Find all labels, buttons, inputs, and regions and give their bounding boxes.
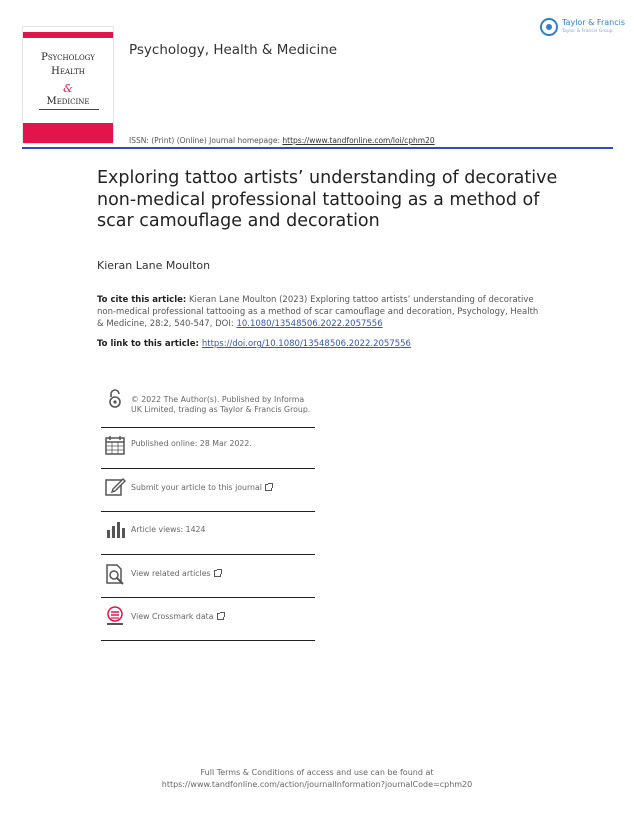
issn-label: ISSN: (Print) (Online) Journal homepage: xyxy=(129,136,283,145)
footer-terms-link[interactable]: https://www.tandfonline.com/action/journalInformation?journalCode=cphm20 xyxy=(161,780,473,789)
footer-line1: Full Terms & Conditions of access and use can be found at xyxy=(200,768,434,777)
related-articles-text: View related articles xyxy=(131,569,211,578)
related-articles-link[interactable] xyxy=(131,569,221,579)
submit-article-link[interactable] xyxy=(131,483,272,493)
crossmark-icon xyxy=(104,605,126,627)
citation-block xyxy=(97,294,547,331)
journal-name: Psychology, Health & Medicine xyxy=(129,42,338,58)
license-text: © 2022 The Author(s). Published by Informa UK Limited, trading as Taylor & Francis Group. xyxy=(131,395,311,414)
article-author: Kieran Lane Moulton xyxy=(97,259,211,272)
article-link-row xyxy=(97,339,411,349)
external-link-icon xyxy=(217,613,224,620)
cover-title-amp: & xyxy=(63,82,73,95)
citation-text: Kieran Lane Moulton (2023) Exploring tattoo artists’ understanding of decorative non-medical professional tattooing as a method of scar camouflage and decoration, Psychology, Health & Medicine, 28:2, 540-547, DOI: xyxy=(97,295,539,330)
footer xyxy=(0,767,634,791)
article-link[interactable]: https://doi.org/10.1080/13548506.2022.2057556 xyxy=(201,339,411,349)
external-link-icon xyxy=(214,570,221,577)
cover-title-line3 xyxy=(23,95,113,109)
open-access-row xyxy=(101,388,315,428)
published-online-row xyxy=(101,428,315,469)
cover-title-line1: Psychology xyxy=(41,52,95,63)
crossmark-row[interactable] xyxy=(101,598,315,641)
edit-icon xyxy=(104,475,126,497)
calendar-icon xyxy=(104,434,126,456)
cover-title-line2: Health xyxy=(51,66,85,77)
cover-rule xyxy=(39,109,99,110)
journal-homepage-link[interactable]: https://www.tandfonline.com/loi/cphm20 xyxy=(282,136,435,145)
cover-top-band xyxy=(23,32,113,38)
crossmark-link[interactable] xyxy=(131,612,224,622)
doi-link[interactable]: 10.1080/13548506.2022.2057556 xyxy=(236,319,383,330)
submit-article-row[interactable] xyxy=(101,469,315,512)
search-document-icon xyxy=(104,563,126,585)
publisher-logo-tagline: Taylor & Francis Group xyxy=(562,29,613,34)
article-views-row xyxy=(101,512,315,555)
bar-chart-icon xyxy=(104,518,126,540)
article-title: Exploring tattoo artists’ understanding of decorative non-medical professional tattooing as a method of scar camouflage and decoration xyxy=(97,168,558,231)
journal-cover-thumbnail[interactable] xyxy=(22,26,114,144)
tandf-logo-icon xyxy=(540,18,558,36)
cover-bottom-band xyxy=(23,123,113,143)
issn-line xyxy=(129,136,435,145)
cover-title-line3-text: Medicine xyxy=(46,96,90,107)
submit-article-text: Submit your article to this journal xyxy=(131,483,262,492)
related-articles-row[interactable] xyxy=(101,555,315,598)
published-online-text: Published online: 28 Mar 2022. xyxy=(131,439,252,448)
article-link-label: To link to this article: xyxy=(97,339,202,349)
citation-label: To cite this article: xyxy=(97,295,187,305)
open-access-icon xyxy=(104,388,126,410)
header-divider xyxy=(22,147,613,149)
publisher-logo[interactable] xyxy=(540,17,625,39)
cover-title xyxy=(23,51,113,79)
publisher-logo-name: Taylor & Francis xyxy=(562,18,625,27)
article-views-text: Article views: 1424 xyxy=(131,525,206,534)
external-link-icon xyxy=(265,484,272,491)
crossmark-text: View Crossmark data xyxy=(131,612,214,621)
